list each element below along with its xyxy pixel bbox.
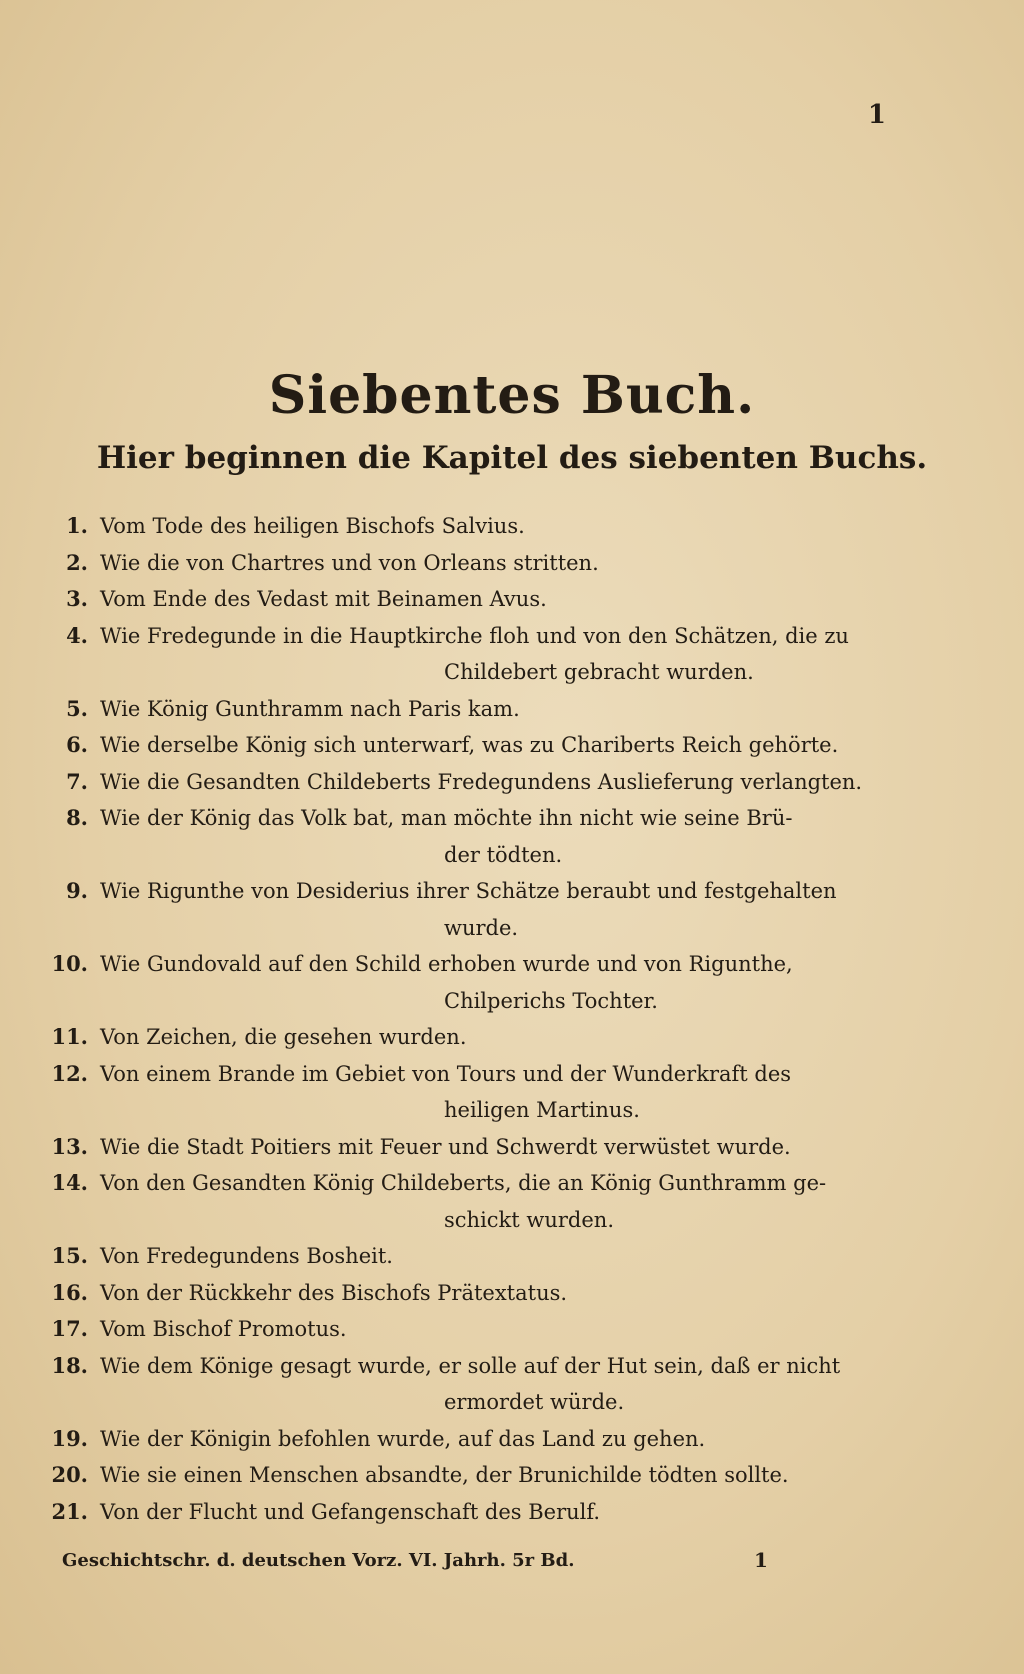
chapter-title (100, 618, 900, 691)
chapter-number: 2. (66, 549, 88, 575)
chapter-entry (40, 764, 900, 801)
chapter-title (100, 764, 900, 801)
chapter-title-line: Wie derselbe König sich unterwarf, was zu Chariberts Reich gehörte. (100, 733, 839, 757)
chapter-title (100, 1494, 900, 1531)
chapter-title-line: Wie sie einen Menschen absandte, der Brunichilde tödten sollte. (100, 1463, 789, 1487)
chapter-number: 11. (51, 1024, 88, 1049)
chapter-title-line: Wie der Königin befohlen wurde, auf das Land zu gehen. (100, 1426, 706, 1451)
chapter-entry (40, 1348, 900, 1421)
chapter-number: 17. (51, 1316, 88, 1341)
chapter-title (100, 1019, 900, 1056)
chapter-title (100, 946, 900, 1019)
chapter-title-line: Wie König Gunthramm nach Paris kam. (100, 696, 520, 721)
footer-signature: Geschichtschr. d. deutschen Vorz. VI. Jahrh. 5r Bd. (62, 1550, 575, 1571)
chapter-number: 16. (51, 1279, 88, 1305)
chapter-title-line: Von der Flucht und Gefangenschaft des Berulf. (100, 1499, 601, 1524)
chapter-list-heading: Hier beginnen die Kapitel des siebenten Buchs. (96, 440, 928, 476)
chapter-title-line: Wie die von Chartres und von Orleans stritten. (100, 550, 599, 575)
chapter-title (100, 508, 900, 545)
chapter-title-continuation: heiligen Martinus. (444, 1098, 640, 1122)
chapter-title-line: Wie der König das Volk bat, man möchte ihn nicht wie seine Brü- (100, 806, 793, 830)
chapter-title (100, 1311, 900, 1348)
chapter-title-line: Wie die Gesandten Childeberts Fredegundens Auslieferung verlangten. (100, 769, 863, 794)
chapter-number: 5. (66, 695, 88, 721)
chapter-title (100, 800, 900, 873)
chapter-title-line: Von Zeichen, die gesehen wurden. (100, 1025, 467, 1049)
chapter-number: 3. (66, 586, 88, 611)
chapter-number: 13. (51, 1133, 88, 1159)
chapter-number: 19. (51, 1425, 88, 1451)
chapter-title (100, 1457, 900, 1494)
chapter-number: 15. (51, 1243, 88, 1268)
footer-sheet-number: 1 (754, 1548, 768, 1572)
chapter-entry (40, 800, 900, 873)
chapter-number: 21. (51, 1498, 88, 1524)
chapter-title-line: Von der Rückkehr des Bischofs Prätextatus. (100, 1280, 568, 1305)
chapter-number: 12. (51, 1060, 88, 1086)
chapter-title-line: Wie Rigunthe von Desiderius ihrer Schätze beraubt und festgehalten (100, 879, 837, 903)
chapter-number: 18. (51, 1352, 88, 1378)
chapter-entry (40, 1238, 900, 1275)
chapter-title-continuation: der tödten. (444, 842, 563, 867)
chapter-entry (40, 1421, 900, 1458)
chapter-title-continuation: wurde. (444, 915, 519, 940)
chapter-list (40, 508, 900, 1530)
chapter-entry (40, 1019, 900, 1056)
chapter-entry (40, 1311, 900, 1348)
chapter-entry (40, 1275, 900, 1312)
chapter-title-continuation: schickt wurden. (444, 1207, 614, 1232)
chapter-title-continuation: ermordet würde. (444, 1390, 625, 1414)
chapter-title (100, 1275, 900, 1312)
chapter-entry (40, 946, 900, 1019)
chapter-title (100, 873, 900, 946)
chapter-number: 1. (66, 513, 88, 538)
chapter-title (100, 1129, 900, 1166)
chapter-entry (40, 508, 900, 545)
chapter-title (100, 1421, 900, 1458)
chapter-title-continuation: Childebert gebracht wurden. (444, 660, 754, 684)
chapter-number: 6. (66, 732, 88, 757)
chapter-number: 7. (66, 768, 88, 794)
chapter-title (100, 581, 900, 618)
chapter-title-continuation: Chilperichs Tochter. (444, 988, 658, 1013)
chapter-title-line: Vom Tode des heiligen Bischofs Salvius. (100, 514, 525, 538)
chapter-title-line: Von Fredegundens Bosheit. (100, 1244, 393, 1268)
chapter-title-line: Wie Gundovald auf den Schild erhoben wurde und von Rigunthe, (100, 952, 793, 976)
chapter-title (100, 1238, 900, 1275)
chapter-number: 20. (51, 1462, 88, 1487)
chapter-title-line: Von einem Brande im Gebiet von Tours und der Wunderkraft des (100, 1061, 792, 1086)
chapter-entry (40, 581, 900, 618)
chapter-number: 10. (51, 951, 88, 976)
chapter-title (100, 1165, 900, 1238)
chapter-title (100, 545, 900, 582)
page-number: 1 (867, 100, 886, 130)
chapter-number: 4. (66, 622, 88, 648)
chapter-entry (40, 1457, 900, 1494)
chapter-title-line: Von den Gesandten König Childeberts, die an König Gunthramm ge- (100, 1171, 827, 1195)
chapter-title (100, 1056, 900, 1129)
chapter-entry (40, 1494, 900, 1531)
chapter-number: 9. (66, 878, 88, 903)
chapter-entry (40, 873, 900, 946)
chapter-entry (40, 1056, 900, 1129)
chapter-title-line: Wie dem Könige gesagt wurde, er solle auf der Hut sein, daß er nicht (100, 1353, 841, 1378)
chapter-title-line: Vom Bischof Promotus. (100, 1317, 347, 1341)
chapter-entry (40, 545, 900, 582)
chapter-title (100, 1348, 900, 1421)
chapter-title-line: Wie Fredegunde in die Hauptkirche floh und von den Schätzen, die zu (100, 623, 849, 648)
book-title: Siebentes Buch. (268, 365, 756, 426)
chapter-title (100, 691, 900, 728)
chapter-entry (40, 1129, 900, 1166)
chapter-entry (40, 618, 900, 691)
chapter-number: 8. (66, 805, 88, 830)
chapter-entry (40, 691, 900, 728)
chapter-title-line: Wie die Stadt Poitiers mit Feuer und Schwerdt verwüstet wurde. (100, 1134, 791, 1159)
chapter-title (100, 727, 900, 764)
chapter-title-line: Vom Ende des Vedast mit Beinamen Avus. (100, 587, 547, 611)
chapter-number: 14. (51, 1170, 88, 1195)
chapter-entry (40, 1165, 900, 1238)
chapter-entry (40, 727, 900, 764)
